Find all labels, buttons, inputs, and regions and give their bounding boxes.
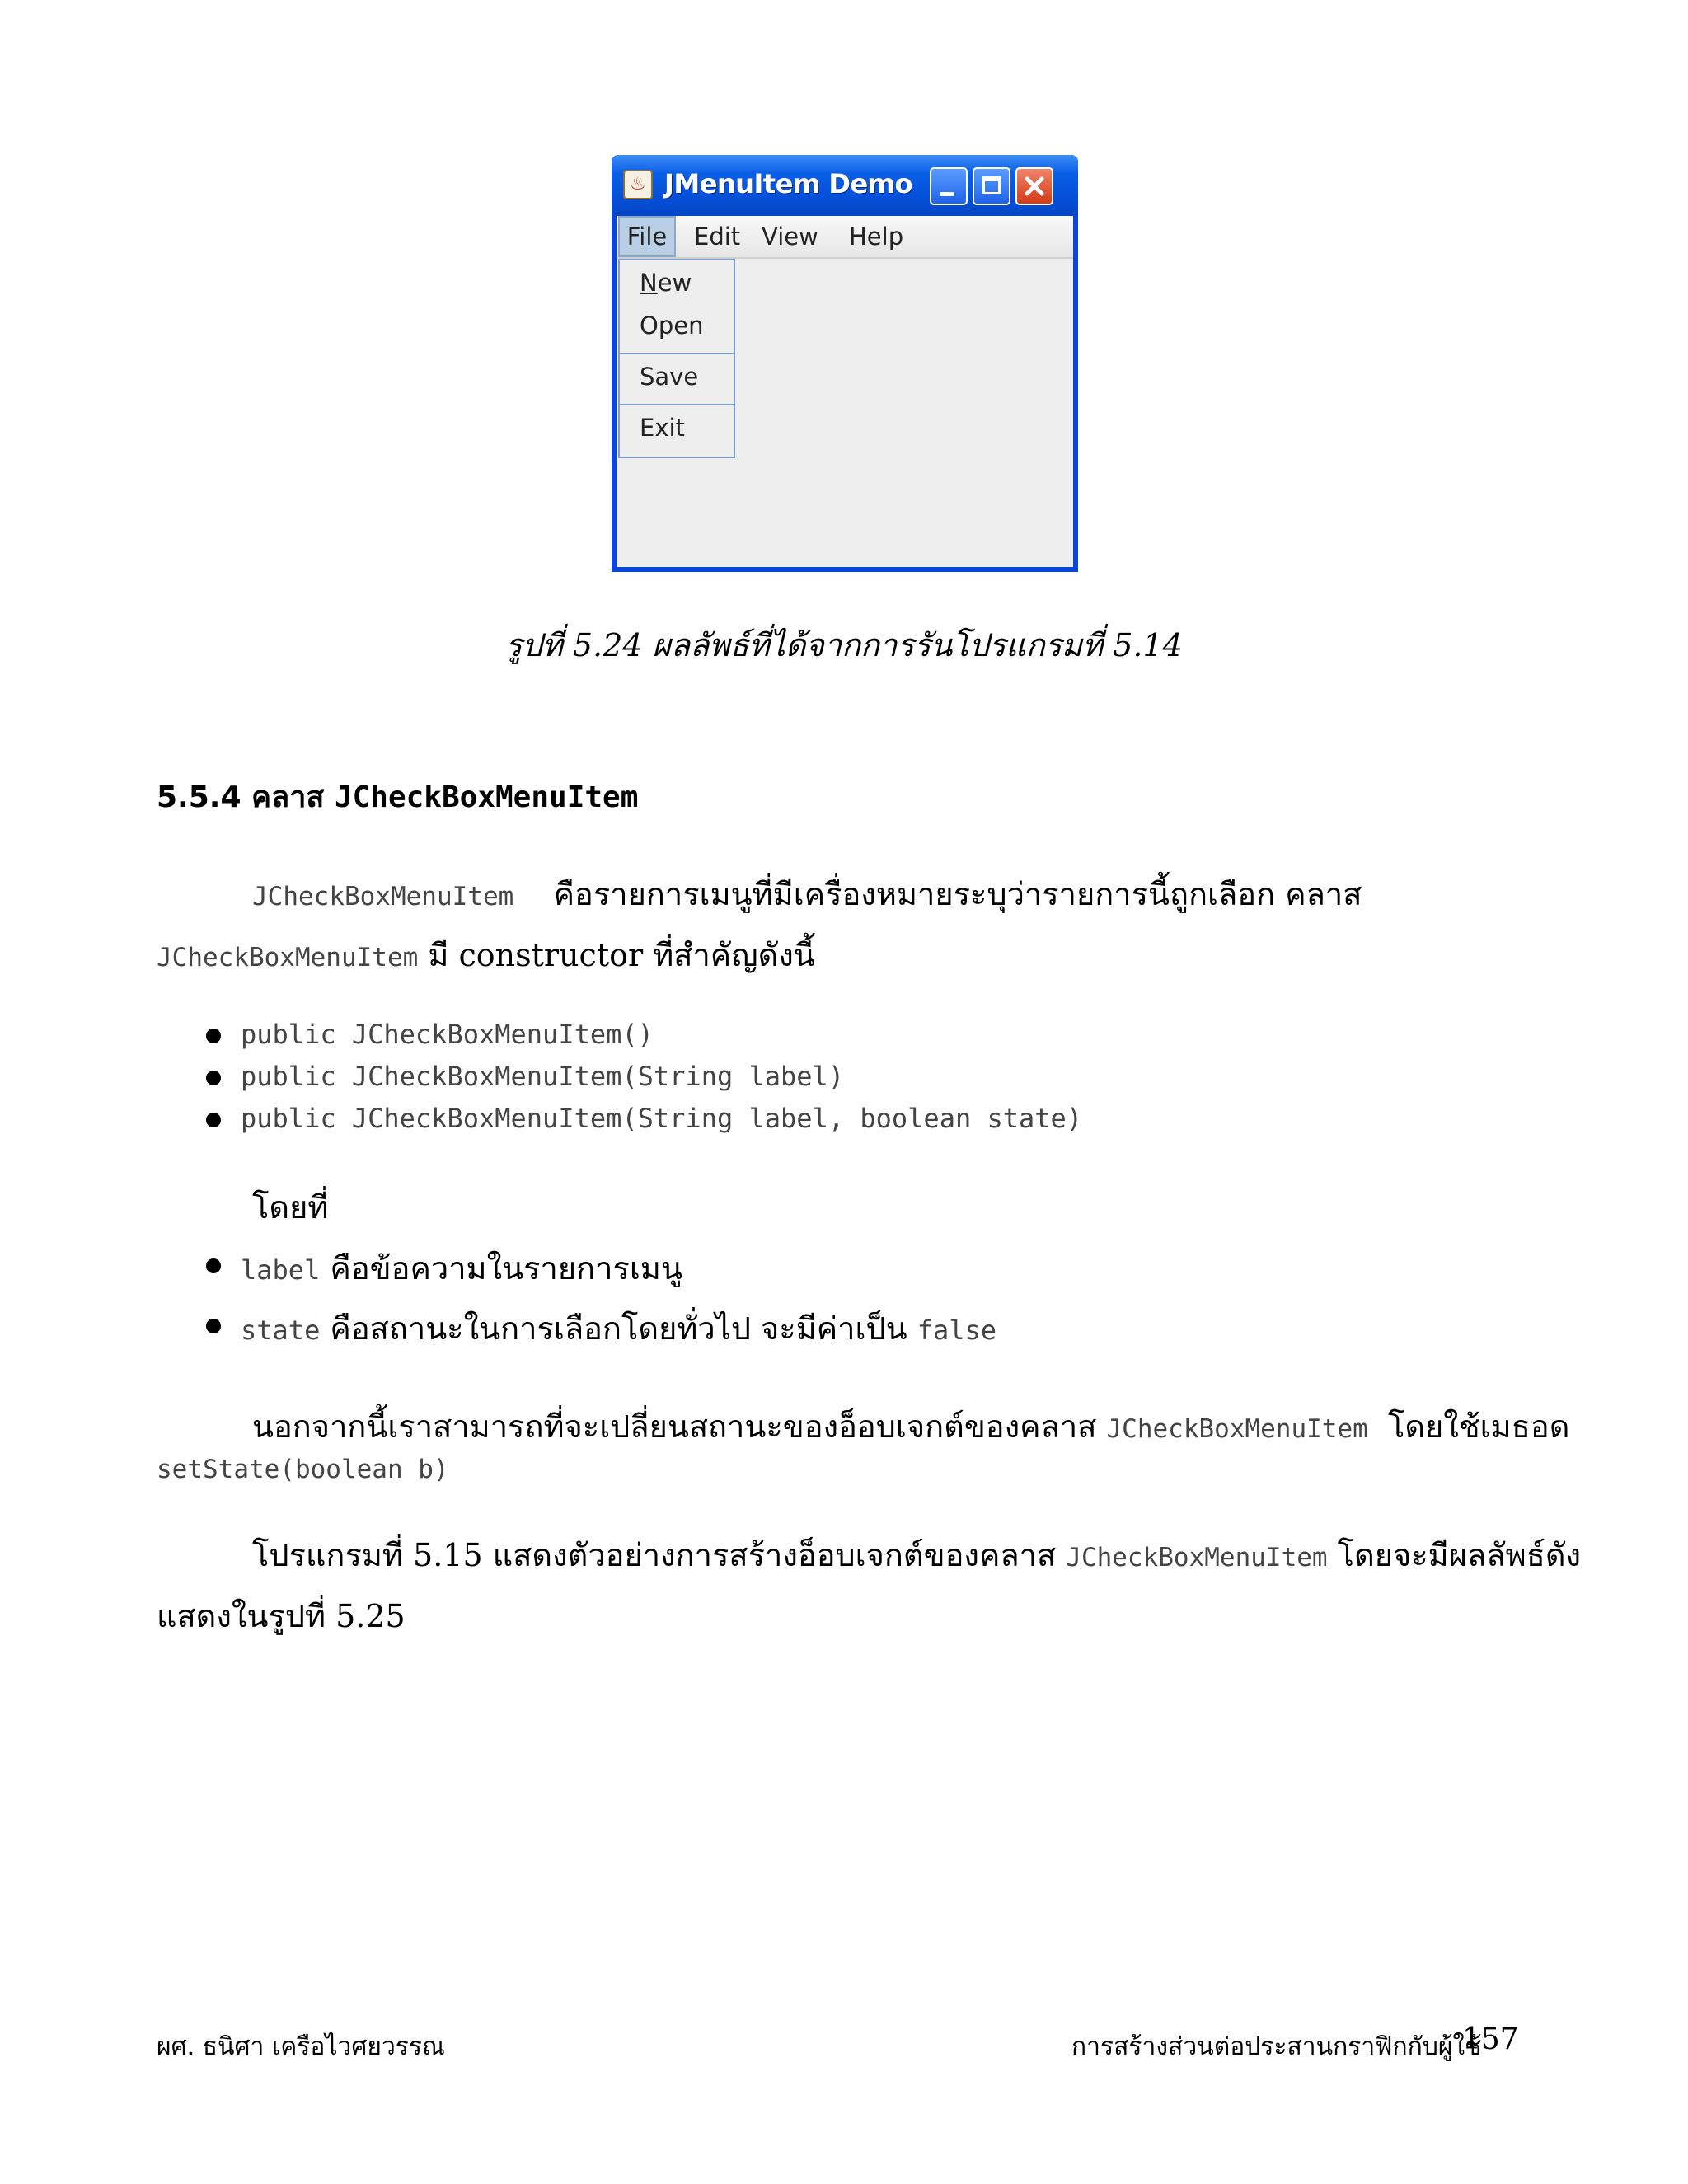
constructor-1: public JCheckBoxMenuItem() bbox=[241, 1019, 654, 1050]
minimize-icon bbox=[940, 192, 954, 196]
menu-item-exit[interactable]: Exit bbox=[640, 414, 685, 442]
constructor-3: public JCheckBoxMenuItem(String label, boolean state) bbox=[241, 1103, 1083, 1134]
menu-item-new[interactable] bbox=[640, 269, 692, 297]
intro-class: JCheckBoxMenuItem bbox=[252, 882, 514, 912]
param-name: state bbox=[241, 1315, 321, 1346]
intro-line-1 bbox=[252, 869, 1362, 919]
window-titlebar bbox=[612, 155, 1078, 216]
jmenuitem-demo-window bbox=[612, 155, 1078, 572]
section-number: 5.5.4 bbox=[157, 780, 241, 814]
param-state bbox=[241, 1303, 996, 1353]
section-class-name: JCheckBoxMenuItem bbox=[334, 780, 639, 814]
intro-text-2: มี constructor ที่สำคัญดังนี้ bbox=[428, 937, 815, 973]
section-word: คลาส bbox=[251, 780, 325, 814]
program-line-1 bbox=[252, 1530, 1581, 1580]
menu-file[interactable]: File bbox=[618, 216, 676, 257]
setstate-text: นอกจากนี้เราสามารถที่จะเปลี่ยนสถานะของอ็อบเจกต์ของคลาส bbox=[252, 1408, 1097, 1445]
where-label: โดยที่ bbox=[252, 1189, 329, 1226]
intro-line-2 bbox=[157, 930, 815, 980]
menu-edit[interactable]: Edit bbox=[694, 223, 741, 251]
param-name: label bbox=[241, 1254, 321, 1286]
intro-text: คือรายการเมนูที่มีเครื่องหมายระบุว่ารายการนี้ถูกเลือก คลาส bbox=[553, 876, 1362, 912]
menu-separator bbox=[620, 353, 734, 354]
setstate-line-2 bbox=[157, 1449, 449, 1485]
setstate-text-2: โดยใช้เมธอด bbox=[1387, 1408, 1570, 1445]
param-label bbox=[241, 1243, 682, 1293]
menu-item-new-label: ew bbox=[657, 269, 692, 297]
close-icon bbox=[1017, 169, 1052, 204]
program-line-2: แสดงในรูปที่ 5.25 bbox=[157, 1598, 406, 1634]
program-text: โปรแกรมที่ 5.15 แสดงตัวอย่างการสร้างอ็อบเจกต์ของคลาส bbox=[252, 1537, 1057, 1573]
bullet bbox=[206, 1071, 221, 1085]
java-cup-icon: ♨ bbox=[623, 170, 653, 199]
window-title: JMenuItem Demo bbox=[664, 168, 912, 199]
program-class: JCheckBoxMenuItem bbox=[1066, 1543, 1328, 1572]
menu-item-save[interactable]: Save bbox=[640, 363, 699, 391]
constructor-2: public JCheckBoxMenuItem(String label) bbox=[241, 1061, 845, 1092]
setstate-line-1 bbox=[252, 1401, 1569, 1451]
param-desc: คือสถานะในการเลือกโดยทั่วไป จะมีค่าเป็น bbox=[330, 1310, 907, 1347]
footer-book-title: การสร้างส่วนต่อประสานกราฟิกกับผู้ใช้ bbox=[1071, 2032, 1482, 2061]
footer-author: ผศ. ธนิศา เครือไวศยวรรณ bbox=[157, 2032, 445, 2061]
bullet bbox=[206, 1258, 221, 1273]
section-heading bbox=[157, 773, 638, 820]
bullet bbox=[206, 1029, 221, 1043]
window-content bbox=[617, 216, 1073, 567]
menu-separator bbox=[620, 404, 734, 405]
maximize-button[interactable] bbox=[973, 167, 1010, 205]
setstate-class: JCheckBoxMenuItem bbox=[1106, 1414, 1368, 1444]
bullet bbox=[206, 1319, 221, 1333]
close-button[interactable] bbox=[1015, 167, 1053, 205]
menu-item-open[interactable]: Open bbox=[640, 312, 704, 340]
setstate-method: setState(boolean b) bbox=[157, 1455, 449, 1484]
file-menu-popup bbox=[618, 259, 735, 458]
mnemonic-n: N bbox=[640, 269, 658, 297]
menu-bar bbox=[617, 216, 1073, 259]
bullet bbox=[206, 1113, 221, 1127]
param-default-value: false bbox=[917, 1315, 997, 1346]
param-desc: คือข้อความในรายการเมนู bbox=[330, 1250, 682, 1286]
intro-class-2: JCheckBoxMenuItem bbox=[157, 943, 419, 972]
program-text-2: โดยจะมีผลลัพธ์ดัง bbox=[1337, 1537, 1582, 1573]
menu-view[interactable]: View bbox=[762, 223, 818, 251]
minimize-button[interactable] bbox=[930, 167, 968, 205]
page-number: 157 bbox=[1462, 2022, 1519, 2056]
figure-caption: รูปที่ 5.24 ผลลัพธ์ที่ได้จากการรันโปรแกรมที่ 5.14 bbox=[505, 627, 1183, 663]
menu-help[interactable]: Help bbox=[849, 223, 904, 251]
maximize-icon bbox=[982, 176, 1001, 194]
